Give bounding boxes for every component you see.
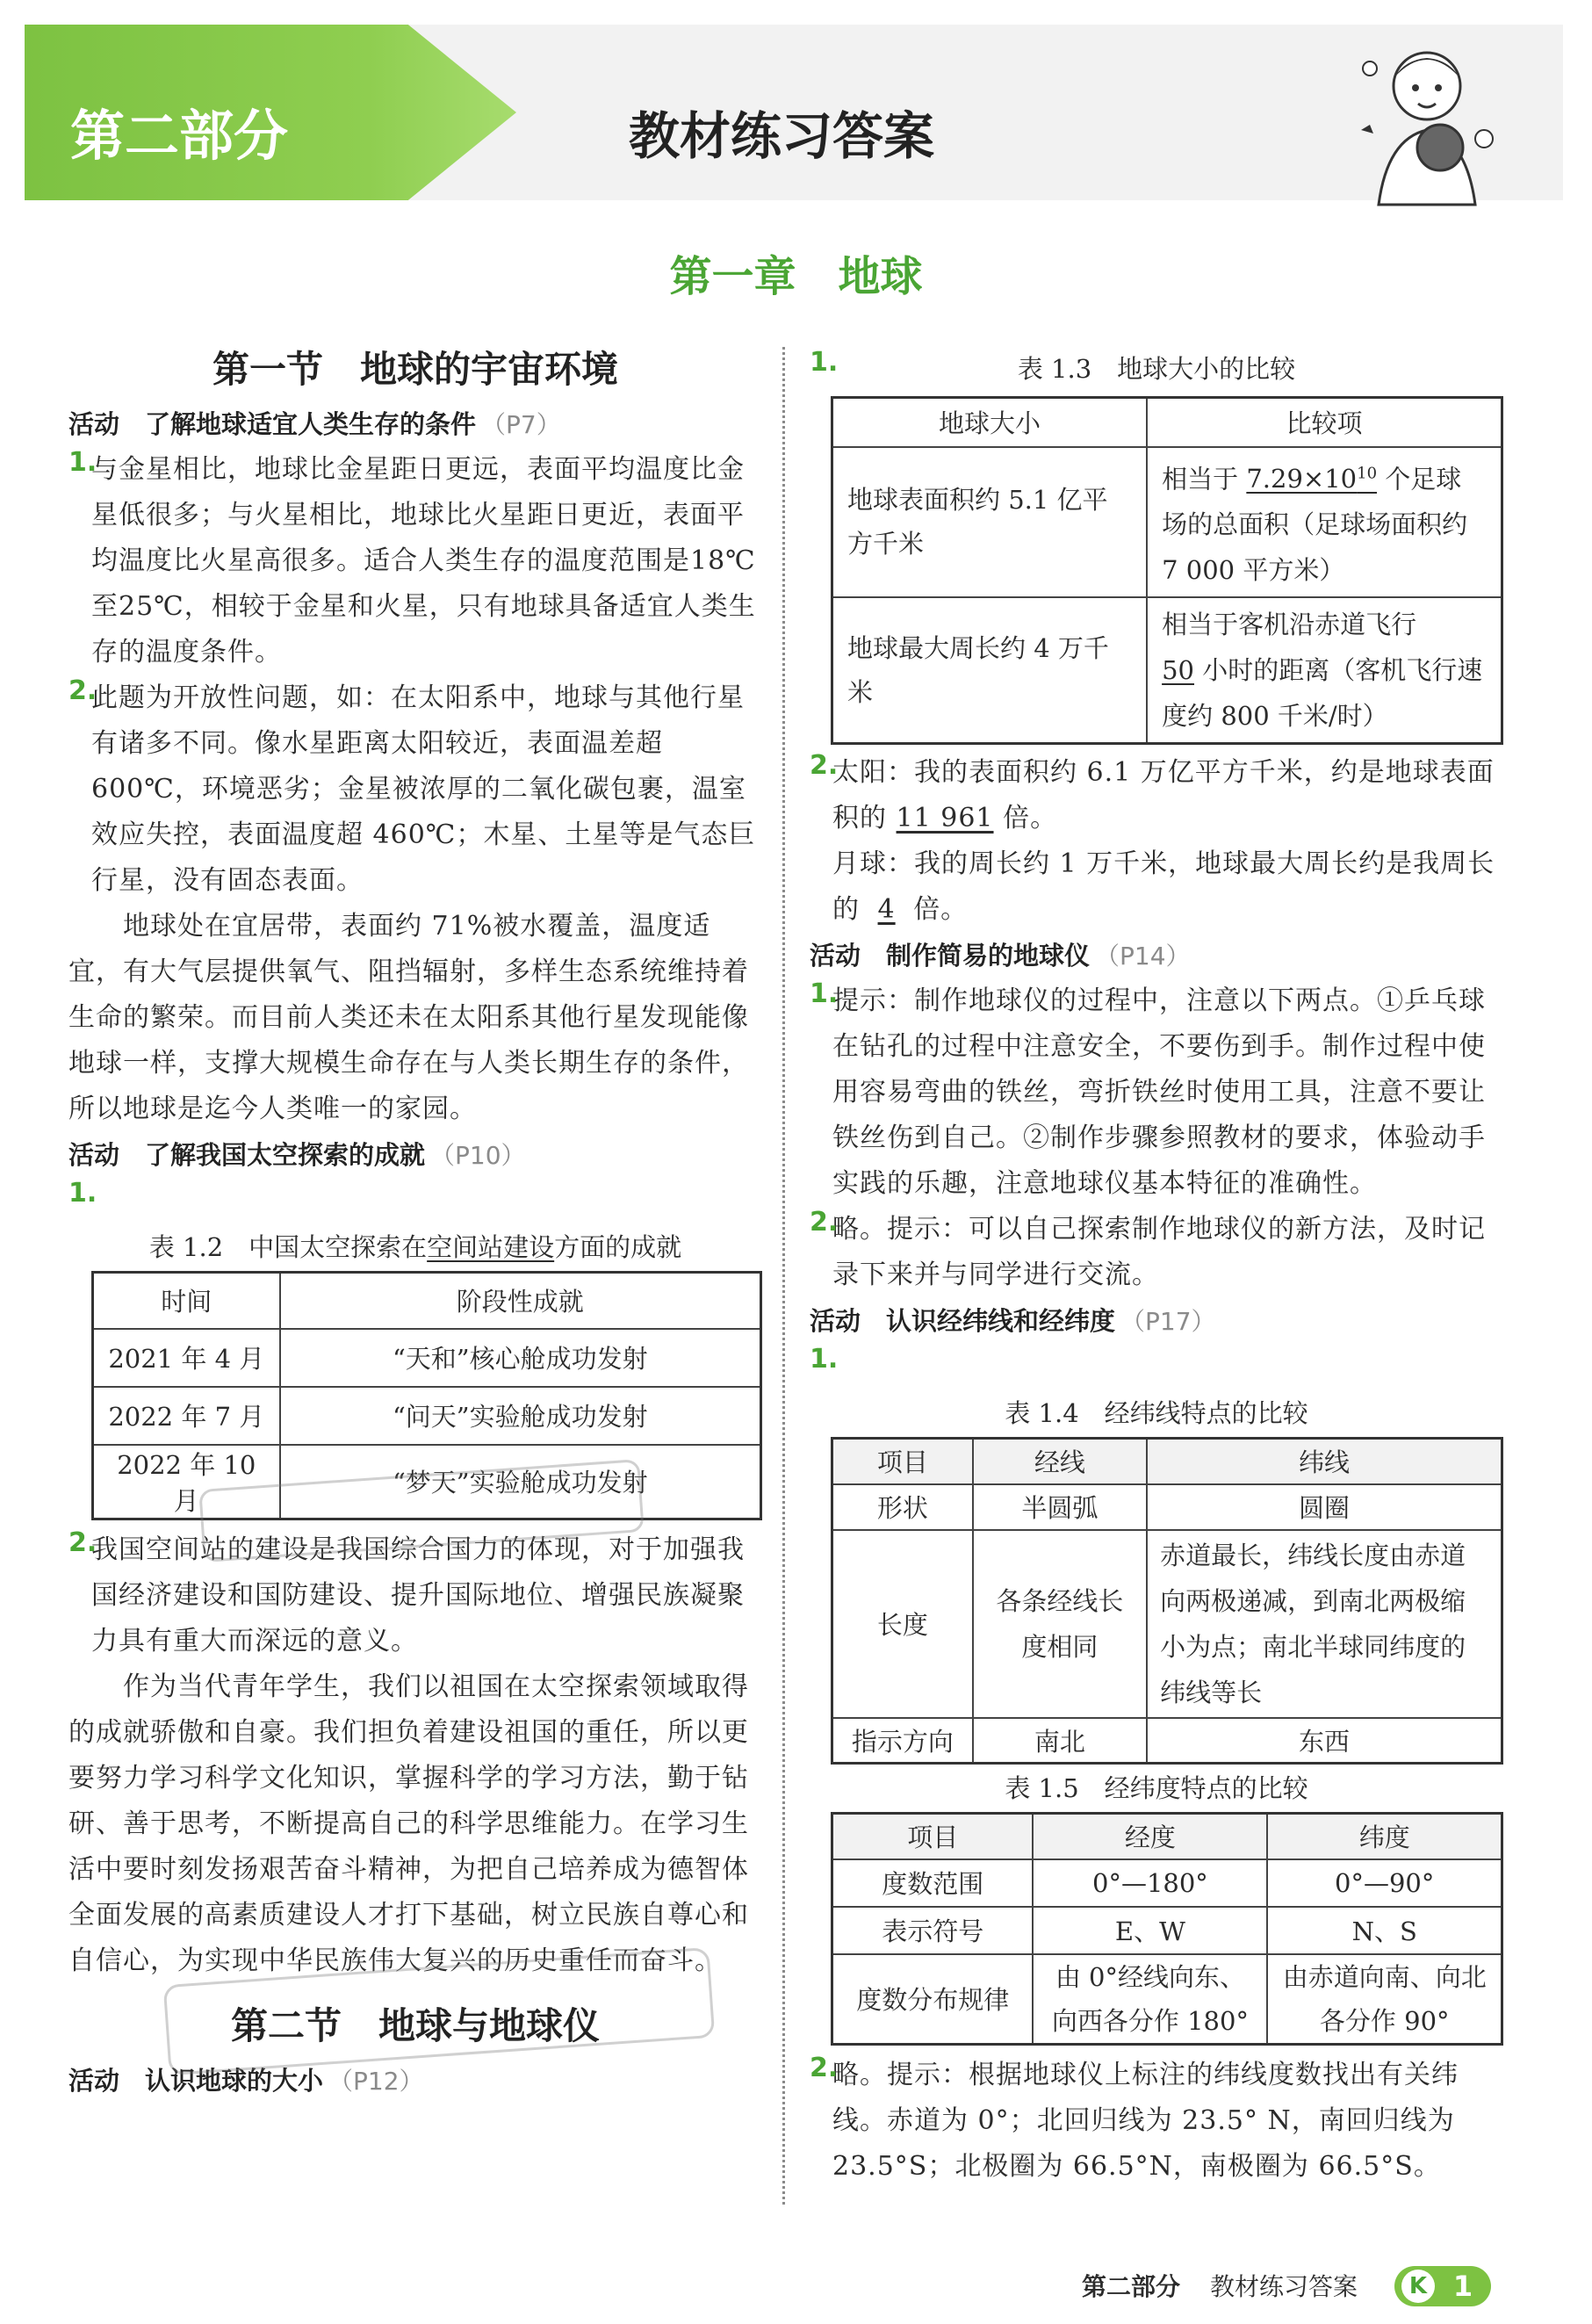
section-title: 第一节 地球的宇宙环境 xyxy=(212,348,618,391)
table-header: 纬线 xyxy=(1147,1439,1502,1484)
answer-value: 11 961 xyxy=(896,803,994,834)
table-cell xyxy=(1147,597,1502,744)
list-item xyxy=(68,675,762,1132)
table-cell: 赤道最长，纬线长度由赤道向两极递减，到南北两极缩小为点；南北半球同纬度的纬线等长 xyxy=(1147,1530,1502,1718)
table-1-5 xyxy=(831,1812,1503,2046)
table-cell: E、W xyxy=(1033,1907,1267,1954)
list-item xyxy=(68,1178,762,1223)
table-row xyxy=(832,1484,1502,1530)
table-cell: 形状 xyxy=(832,1484,973,1530)
text-span: 倍。 xyxy=(913,894,969,926)
table-cell: 由 0°经线向东、向西各分作 180° xyxy=(1033,1954,1267,2045)
part-label: 第二部分 xyxy=(70,104,289,168)
caption-text: 方面的成就 xyxy=(554,1232,682,1262)
activity-page-ref: （P12） xyxy=(328,2066,424,2096)
activity-heading xyxy=(810,933,1503,978)
table-caption xyxy=(68,1223,762,1271)
table-row xyxy=(832,1954,1502,2045)
cell-text: 相当于 xyxy=(1162,464,1239,494)
item-number: 1. xyxy=(68,447,97,478)
table-cell: 2021 年 4 月 xyxy=(93,1329,280,1387)
table-cell: 度数分布规律 xyxy=(832,1954,1034,2045)
list-item xyxy=(810,750,1503,933)
table-cell: 由赤道向南、向北各分作 90° xyxy=(1267,1954,1502,2045)
activity-label: 活动 制作简易的地球仪 xyxy=(810,941,1091,971)
table-cell: 地球最大周长约 4 万千米 xyxy=(832,597,1148,744)
table-1-3 xyxy=(831,396,1503,745)
section-title: 第二节 地球与地球仪 xyxy=(230,2003,600,2047)
column-divider xyxy=(782,347,785,2205)
table-cell: 半圆弧 xyxy=(973,1484,1147,1530)
chapter-title: 第一章 地球 xyxy=(669,252,923,301)
item-number: 2. xyxy=(68,1526,97,1558)
right-column xyxy=(810,347,1503,2190)
table-cell: 东西 xyxy=(1147,1718,1502,1764)
activity-page-ref: （P7） xyxy=(481,410,561,439)
table-caption: 表 1.3 地球大小的比较 xyxy=(1017,354,1296,384)
table-caption: 表 1.5 经纬度特点的比较 xyxy=(1005,1773,1308,1804)
activity-page-ref: （P14） xyxy=(1095,942,1191,971)
table-row xyxy=(832,1907,1502,1954)
item-number: 1. xyxy=(810,978,839,1010)
table-cell: 长度 xyxy=(832,1530,973,1718)
table-cell: “问天”实验舱成功发射 xyxy=(280,1387,761,1445)
list-item xyxy=(68,1527,762,1984)
answer-text: 作为当代青年学生，我们以祖国在太空探索领域取得的成就骄傲和自豪。我们担负着建设祖国的重任，所以更要努力学习科学文化知识，掌握科学的学习方法，勤于钻研、善于思考，不断提高自己的科学思维能力。在学习生活中要时刻发扬艰苦奋斗精神，为把自己培养成为德智体全面发展的高素质建设人才打下基础，树立民族自尊心和自信心，为实现中华民族伟大复兴的历史重任而奋斗。 xyxy=(68,1671,749,1976)
answer-text: 此题为开放性问题，如：在太阳系中，地球与其他行星有诸多不同。像水星距离太阳较近，表面温差超600℃，环境恶劣；金星被浓厚的二氧化碳包裹，温室效应失控，表面温度超 460℃；木星、土星等是气态巨行星，没有固态表面。 xyxy=(91,682,756,896)
table-cell: 0°—180° xyxy=(1033,1859,1267,1907)
cell-text: 相当于客机沿赤道飞行 xyxy=(1162,610,1417,640)
table-cell: 度数范围 xyxy=(832,1859,1034,1907)
answer-value: 4 xyxy=(877,894,896,926)
table-cell xyxy=(1147,447,1502,598)
list-item xyxy=(68,447,762,675)
table-cell: N、S xyxy=(1267,1907,1502,1954)
answer-text: 与金星相比，地球比金星距日更远，表面平均温度比金星低很多；与火星相比，地球比火星距日更近，表面平均温度比火星高很多。适合人类生存的温度范围是18℃至25℃，相较于金星和火星，只有地球具备适宜人类生存的温度条件。 xyxy=(91,454,756,668)
item-number: 2. xyxy=(68,675,97,706)
answer-value-base: 7.29×10 xyxy=(1246,464,1358,494)
answer-value xyxy=(1246,464,1377,494)
table-header: 阶段性成就 xyxy=(280,1273,761,1329)
footer-part-label: 第二部分 xyxy=(1082,2272,1181,2301)
table-header: 时间 xyxy=(93,1273,280,1329)
list-item xyxy=(810,1344,1503,1389)
list-item xyxy=(810,978,1503,1207)
table-header: 项目 xyxy=(832,1439,973,1484)
student-globe-illustration-icon xyxy=(1343,33,1510,209)
answer-text: 我国空间站的建设是我国综合国力的体现，对于加强我国经济建设和国防建设、提升国际地位、增强民族凝聚力具有重大而深远的意义。 xyxy=(91,1534,745,1656)
table-cell: 各条经线长度相同 xyxy=(973,1530,1147,1718)
table-row xyxy=(93,1387,761,1445)
list-item xyxy=(810,1207,1503,1298)
list-item xyxy=(810,2053,1503,2190)
cell-text: 小时的距离（客机飞行速度约 800 千米/时） xyxy=(1162,655,1483,732)
table-cell: 2022 年 10 月 xyxy=(93,1445,280,1519)
activity-page-ref: （P10） xyxy=(430,1141,526,1170)
text-span: 月球：我的周长约 1 万千米，地球最大周长约是我周长的 xyxy=(832,848,1495,926)
table-header: 经线 xyxy=(973,1439,1147,1484)
item-number: 1. xyxy=(810,1344,839,1375)
left-column xyxy=(68,338,762,2104)
table-header: 经度 xyxy=(1033,1814,1267,1859)
activity-label: 活动 认识地球的大小 xyxy=(68,2065,324,2096)
table-header: 地球大小 xyxy=(832,398,1148,447)
answer-text: 地球处在宜居带，表面约 71%被水覆盖，温度适宜，有大气层提供氧气、阻挡辐射，多样生态系统维持着生命的繁荣。而目前人类还未在太阳系其他行星发现能像地球一样，支撑大规模生命存在与人类长期生存的条件，所以地球是迄今人类唯一的家园。 xyxy=(68,911,749,1124)
table-cell: 圆圈 xyxy=(1147,1484,1502,1530)
activity-label: 活动 了解我国太空探索的成就 xyxy=(68,1140,426,1170)
table-cell: “天和”核心舱成功发射 xyxy=(280,1329,761,1387)
table-caption: 表 1.4 经纬线特点的比较 xyxy=(1005,1398,1308,1429)
caption-answer: 空间站建设 xyxy=(427,1232,555,1262)
footer-section-label: 教材练习答案 xyxy=(1210,2272,1358,2301)
answer-value: 50 xyxy=(1162,655,1195,686)
answer-text: 略。提示：可以自己探索制作地球仪的新方法，及时记录下来并与同学进行交流。 xyxy=(832,1214,1486,1291)
table-row xyxy=(832,597,1502,744)
activity-heading xyxy=(810,1298,1503,1344)
cell-text: 个足球场的总面积（足球场面积约 7 000 平方米） xyxy=(1162,464,1468,586)
activity-page-ref: （P17） xyxy=(1120,1307,1216,1337)
table-cell: 表示符号 xyxy=(832,1907,1034,1954)
page-number: 1 xyxy=(1452,2270,1473,2303)
table-1-3-heading xyxy=(810,347,1503,391)
table-1-4 xyxy=(831,1437,1503,1765)
item-number: 1. xyxy=(68,1178,97,1209)
item-number: 1. xyxy=(810,347,839,378)
table-cell: 2022 年 7 月 xyxy=(93,1387,280,1445)
table-row xyxy=(832,1859,1502,1907)
table-row xyxy=(93,1329,761,1387)
badge-letter: K xyxy=(1401,2270,1435,2303)
table-cell: 0°—90° xyxy=(1267,1859,1502,1907)
activity-label: 活动 认识经纬线和经纬度 xyxy=(810,1306,1116,1337)
answer-text: 提示：制作地球仪的过程中，注意以下两点。①乒乓球在钻孔的过程中注意安全，不要伤到手。制作过程中使用容易弯曲的铁丝，弯折铁丝时使用工具，注意不要让铁丝伤到自己。②制作步骤参照教材的要求，体验动手实践的乐趣，注意地球仪基本特征的准确性。 xyxy=(832,985,1486,1200)
table-cell: 南北 xyxy=(973,1718,1147,1764)
answer-text xyxy=(832,750,1503,841)
table-cell: 指示方向 xyxy=(832,1718,973,1764)
answer-text: 略。提示：根据地球仪上标注的纬线度数找出有关纬线。赤道为 0°；北回归线为 23.5° N，南回归线为 23.5°S；北极圈为 66.5°N，南极圈为 66.5°S。 xyxy=(832,2059,1459,2182)
text-span: 太阳：我的表面积约 6.1 万亿平方千米，约是地球表面积的 xyxy=(832,757,1495,834)
table-row xyxy=(832,1530,1502,1718)
item-number: 2. xyxy=(810,750,839,782)
item-number: 2. xyxy=(810,1207,839,1238)
table-header: 比较项 xyxy=(1147,398,1502,447)
table-row xyxy=(832,447,1502,598)
table-header: 纬度 xyxy=(1267,1814,1502,1859)
table-header: 项目 xyxy=(832,1814,1034,1859)
answer-value-exponent: 10 xyxy=(1357,464,1378,483)
page-title: 教材练习答案 xyxy=(628,106,934,166)
caption-text: 表 1.2 中国太空探索在 xyxy=(148,1232,428,1262)
table-row xyxy=(832,1718,1502,1764)
text-span: 倍。 xyxy=(1003,803,1058,834)
activity-label: 活动 了解地球适宜人类生存的条件 xyxy=(68,409,477,439)
activity-heading xyxy=(68,401,762,447)
answer-text xyxy=(832,841,1503,933)
table-cell: 地球表面积约 5.1 亿平方千米 xyxy=(832,447,1148,598)
table-cell: “梦天”实验舱成功发射 xyxy=(280,1445,761,1519)
activity-heading xyxy=(68,1132,762,1178)
item-number: 2. xyxy=(810,2052,839,2083)
